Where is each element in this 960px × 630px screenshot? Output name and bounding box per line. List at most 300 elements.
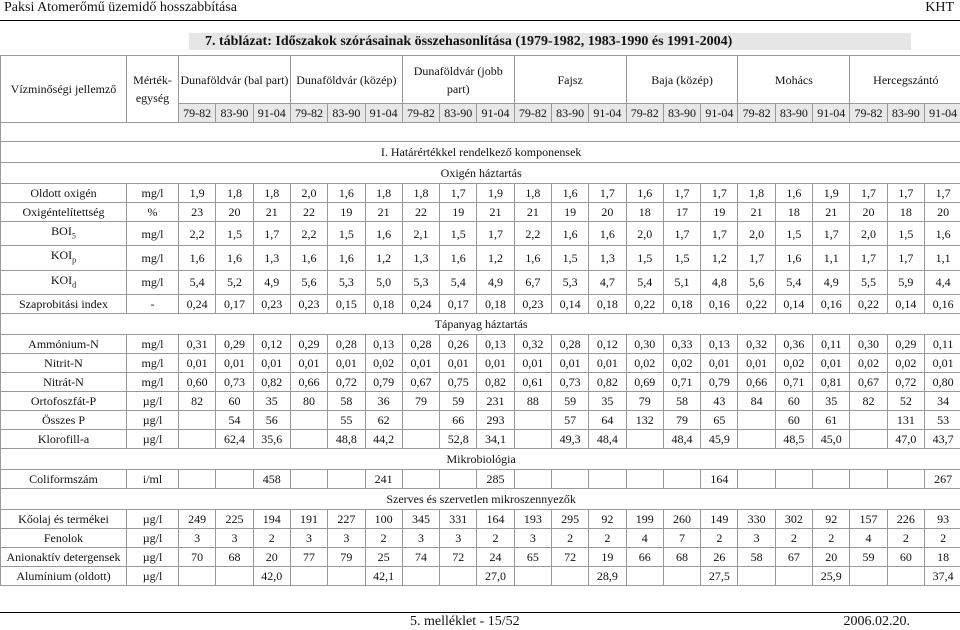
table-cell: 5,4	[179, 270, 216, 294]
table-cell: 60	[887, 548, 924, 567]
table-cell: 19	[440, 203, 477, 222]
table-cell: 18	[626, 203, 663, 222]
row-param: Ortofoszfát-P	[1, 392, 127, 411]
table-cell: 199	[626, 510, 663, 529]
table-cell: 19	[701, 203, 738, 222]
table-cell: 0,14	[551, 295, 588, 314]
table-cell: 18	[775, 203, 812, 222]
table-cell: 5,5	[850, 270, 887, 294]
table-cell: 21	[514, 203, 551, 222]
table-cell	[402, 430, 439, 449]
table-cell: 0,11	[813, 335, 850, 354]
header-org: KHT	[925, 0, 954, 16]
table-cell: 1,7	[850, 246, 887, 270]
table-cell: 1,7	[440, 184, 477, 203]
table-row	[1, 222, 960, 246]
table-cell: 1,6	[775, 184, 812, 203]
table-cell: 0,18	[477, 295, 514, 314]
table-cell: 0,17	[440, 295, 477, 314]
table-row	[1, 270, 960, 294]
table-cell: 72	[551, 548, 588, 567]
table-cell: 164	[477, 510, 514, 529]
table-cell: 4	[626, 529, 663, 548]
period-header: 79-82	[514, 104, 551, 123]
table-cell	[514, 430, 551, 449]
table-cell: 61	[813, 411, 850, 430]
table-cell: 1,6	[514, 246, 551, 270]
group-title: Tápanyag háztartás	[1, 314, 960, 335]
table-cell: 5,6	[738, 270, 775, 294]
table-cell: 132	[626, 411, 663, 430]
table-cell: 0,24	[179, 295, 216, 314]
table-cell: 92	[813, 510, 850, 529]
row-unit: µg/l	[127, 430, 179, 449]
table-cell: 100	[365, 510, 402, 529]
table-cell: 0,01	[216, 354, 253, 373]
table-cell: 0,24	[402, 295, 439, 314]
table-cell: 191	[290, 510, 327, 529]
table-cell: 1,2	[477, 246, 514, 270]
table-cell: 36	[365, 392, 402, 411]
table-cell: 0,02	[663, 354, 700, 373]
table-cell: 19	[589, 548, 626, 567]
table-cell	[216, 470, 253, 489]
table-cell: 1,6	[328, 246, 365, 270]
table-cell: 20	[216, 203, 253, 222]
table-cell: 1,6	[589, 222, 626, 246]
table-cell: 20	[924, 203, 960, 222]
table-cell: 1,3	[589, 246, 626, 270]
page-footer	[0, 612, 960, 630]
table-cell: 1,6	[328, 184, 365, 203]
row-param: Fenolok	[1, 529, 127, 548]
table-cell: 1,5	[328, 222, 365, 246]
table-cell	[663, 470, 700, 489]
section-title: I. Határértékkel rendelkező komponensek	[1, 142, 960, 163]
table-cell: 0,32	[738, 335, 775, 354]
table-cell: 1,9	[477, 184, 514, 203]
table-cell: 1,7	[589, 184, 626, 203]
row-param: Nitrit-N	[1, 354, 127, 373]
table-cell: 226	[887, 510, 924, 529]
table-cell: 4,9	[477, 270, 514, 294]
table-cell: 1,8	[738, 184, 775, 203]
row-unit: µg/l	[127, 411, 179, 430]
table-cell	[738, 567, 775, 586]
table-cell: 1,6	[775, 246, 812, 270]
table-cell: 0,01	[551, 354, 588, 373]
row-param: Összes P	[1, 411, 127, 430]
table-cell	[850, 567, 887, 586]
table-cell: 22	[290, 203, 327, 222]
table-cell: 194	[253, 510, 290, 529]
table-row	[1, 510, 960, 529]
period-header: 91-04	[589, 104, 626, 123]
table-cell: 55	[328, 411, 365, 430]
table-cell: 0,01	[253, 354, 290, 373]
row-unit: mg/l	[127, 222, 179, 246]
table-cell	[775, 470, 812, 489]
table-cell	[626, 430, 663, 449]
table-cell: 74	[402, 548, 439, 567]
table-cell	[179, 411, 216, 430]
table-cell: 1,6	[179, 246, 216, 270]
table-cell: 1,7	[813, 222, 850, 246]
table-cell: 25	[365, 548, 402, 567]
table-cell: 58	[738, 548, 775, 567]
table-cell: 70	[179, 548, 216, 567]
table-cell: 1,7	[663, 184, 700, 203]
table-cell: 0,17	[216, 295, 253, 314]
header-title: Paksi Atomerőmű üzemidő hosszabbítása	[4, 0, 237, 16]
table-cell	[328, 567, 365, 586]
table-cell: 0,79	[701, 373, 738, 392]
table-cell: 2	[813, 529, 850, 548]
table-cell: 331	[440, 510, 477, 529]
period-header: 79-82	[626, 104, 663, 123]
table-cell: 1,3	[253, 246, 290, 270]
table-cell: 0,01	[924, 354, 960, 373]
table-cell: 225	[216, 510, 253, 529]
table-cell: 3	[402, 529, 439, 548]
table-cell: 34	[924, 392, 960, 411]
table-cell	[290, 430, 327, 449]
table-cell: 345	[402, 510, 439, 529]
row-unit: -	[127, 295, 179, 314]
row-param: Oldott oxigén	[1, 184, 127, 203]
table-cell: 330	[738, 510, 775, 529]
table-cell: 4,8	[701, 270, 738, 294]
table-cell: 43,7	[924, 430, 960, 449]
table-cell: 249	[179, 510, 216, 529]
table-cell	[179, 470, 216, 489]
table-cell: 59	[850, 548, 887, 567]
table-cell: 3	[514, 529, 551, 548]
table-cell	[626, 567, 663, 586]
table-cell: 3	[328, 529, 365, 548]
table-cell: 58	[663, 392, 700, 411]
table-cell: 4,9	[253, 270, 290, 294]
table-cell: 0,15	[328, 295, 365, 314]
column-header-unit: Mérték-egység	[127, 56, 179, 123]
row-unit: mg/l	[127, 246, 179, 270]
row-unit: mg/l	[127, 184, 179, 203]
table-cell: 44,2	[365, 430, 402, 449]
table-cell: 84	[738, 392, 775, 411]
table-cell: 1,6	[365, 222, 402, 246]
table-cell: 48,4	[589, 430, 626, 449]
table-cell: 458	[253, 470, 290, 489]
table-cell: 5,3	[402, 270, 439, 294]
table-cell: 0,73	[551, 373, 588, 392]
table-cell: 1,5	[440, 222, 477, 246]
table-cell: 1,5	[775, 222, 812, 246]
table-cell: 1,2	[701, 246, 738, 270]
table-cell: 45,9	[701, 430, 738, 449]
table-cell: 0,71	[775, 373, 812, 392]
table-cell: 24	[477, 548, 514, 567]
table-cell: 1,6	[924, 222, 960, 246]
table-cell: 1,6	[626, 184, 663, 203]
table-cell: 293	[477, 411, 514, 430]
table-cell: 0,01	[290, 354, 327, 373]
table-cell: 295	[551, 510, 588, 529]
table-cell: 1,7	[738, 246, 775, 270]
table-caption: 7. táblázat: Időszakok szórásainak összehasonlítása (1979-1982, 1983-1990 és 1991-2004)	[189, 33, 911, 50]
section-row	[1, 142, 960, 163]
table-cell: 18	[887, 203, 924, 222]
table-cell: 1,6	[290, 246, 327, 270]
table-cell: 0,26	[440, 335, 477, 354]
row-param: Szaprobitási index	[1, 295, 127, 314]
row-param-text: KOI	[51, 248, 72, 262]
table-cell	[626, 470, 663, 489]
table-cell: 285	[477, 470, 514, 489]
table-cell: 17	[663, 203, 700, 222]
table-cell: 1,7	[701, 222, 738, 246]
table-cell: 0,67	[402, 373, 439, 392]
table-cell	[514, 470, 551, 489]
row-unit: mg/l	[127, 354, 179, 373]
table-row	[1, 567, 960, 586]
table-cell: 0,18	[589, 295, 626, 314]
table-cell: 5,2	[216, 270, 253, 294]
period-header: 79-82	[738, 104, 775, 123]
table-cell: 21	[253, 203, 290, 222]
table-cell: 0,13	[365, 335, 402, 354]
table-row	[1, 295, 960, 314]
table-cell: 0,02	[850, 354, 887, 373]
table-cell: 67	[775, 548, 812, 567]
table-cell: 60	[775, 392, 812, 411]
period-header: 91-04	[924, 104, 960, 123]
table-cell: 35	[589, 392, 626, 411]
table-cell	[179, 567, 216, 586]
table-cell: 3	[440, 529, 477, 548]
table-cell: 0,12	[589, 335, 626, 354]
table-cell: 56	[253, 411, 290, 430]
table-row	[1, 470, 960, 489]
table-cell: 0,22	[738, 295, 775, 314]
table-cell: 0,13	[477, 335, 514, 354]
group-row	[1, 163, 960, 184]
row-param: Anionaktív detergensek	[1, 548, 127, 567]
table-cell: 5,3	[551, 270, 588, 294]
table-cell: 4,4	[924, 270, 960, 294]
table-cell: 47,0	[887, 430, 924, 449]
table-cell: 2	[551, 529, 588, 548]
table-row	[1, 373, 960, 392]
table-cell: 58	[328, 392, 365, 411]
station-header: Dunaföldvár (jobb part)	[402, 56, 514, 104]
table-cell: 1,6	[440, 246, 477, 270]
station-header: Baja (közép)	[626, 56, 738, 104]
table-cell: 0,66	[290, 373, 327, 392]
table-cell: 5,4	[440, 270, 477, 294]
table-cell: 0,28	[328, 335, 365, 354]
table-cell	[514, 567, 551, 586]
table-cell: 21	[477, 203, 514, 222]
table-row	[1, 184, 960, 203]
table-cell: 2	[477, 529, 514, 548]
table-cell: 1,7	[253, 222, 290, 246]
table-cell: 0,14	[887, 295, 924, 314]
table-cell: 26	[701, 548, 738, 567]
table-cell: 77	[290, 548, 327, 567]
period-header: 91-04	[253, 104, 290, 123]
table-cell: 0,23	[514, 295, 551, 314]
table-cell: 0,79	[365, 373, 402, 392]
table-cell: 0,29	[887, 335, 924, 354]
table-cell: 1,7	[924, 184, 960, 203]
table-cell: 0,75	[440, 373, 477, 392]
row-unit: µg/l	[127, 392, 179, 411]
period-header: 83-90	[328, 104, 365, 123]
table-cell: 20	[850, 203, 887, 222]
table-cell: 59	[551, 392, 588, 411]
table-cell: 0,22	[850, 295, 887, 314]
station-header: Dunaföldvár (közép)	[290, 56, 402, 104]
table-cell: 28,9	[589, 567, 626, 586]
table-cell: 0,01	[589, 354, 626, 373]
period-header: 79-82	[850, 104, 887, 123]
table-cell: 0,29	[290, 335, 327, 354]
group-title: Szerves és szervetlen mikroszennyezők	[1, 489, 960, 510]
period-header: 79-82	[179, 104, 216, 123]
row-param-text: BOI	[51, 224, 72, 238]
table-cell: 1,5	[887, 222, 924, 246]
table-cell: 157	[850, 510, 887, 529]
table-cell	[738, 470, 775, 489]
table-cell	[738, 411, 775, 430]
table-cell: 1,7	[887, 246, 924, 270]
table-row	[1, 411, 960, 430]
period-header: 83-90	[663, 104, 700, 123]
table-cell: 2	[775, 529, 812, 548]
table-row	[1, 246, 960, 270]
table-cell: 0,16	[701, 295, 738, 314]
table-cell: 79	[328, 548, 365, 567]
table-cell: 21	[738, 203, 775, 222]
table-cell: 43	[701, 392, 738, 411]
table-cell: 0,23	[253, 295, 290, 314]
table-cell: 0,01	[701, 354, 738, 373]
table-cell: 5,6	[290, 270, 327, 294]
table-cell: 4	[850, 529, 887, 548]
table-cell: 37,4	[924, 567, 960, 586]
row-param	[1, 270, 127, 294]
table-cell: 72	[440, 548, 477, 567]
group-row	[1, 449, 960, 470]
table-cell: 2,2	[290, 222, 327, 246]
table-cell: 52,8	[440, 430, 477, 449]
table-cell: 131	[887, 411, 924, 430]
table-cell: 2	[589, 529, 626, 548]
row-param	[1, 246, 127, 270]
table-cell: 2,2	[179, 222, 216, 246]
table-cell: 2,2	[514, 222, 551, 246]
row-param: Oxigéntelítettség	[1, 203, 127, 222]
table-body	[1, 123, 960, 586]
table-cell	[663, 567, 700, 586]
row-unit: mg/l	[127, 270, 179, 294]
table-cell: 0,01	[813, 354, 850, 373]
table-cell	[850, 470, 887, 489]
table-cell: 1,1	[813, 246, 850, 270]
table-cell: 0,18	[365, 295, 402, 314]
table-cell: 0,67	[850, 373, 887, 392]
table-cell: 227	[328, 510, 365, 529]
table-cell: 52	[887, 392, 924, 411]
group-title: Mikrobiológia	[1, 449, 960, 470]
table-cell: 22	[402, 203, 439, 222]
table-cell: 66	[440, 411, 477, 430]
table-cell: 2,0	[850, 222, 887, 246]
table-cell: 3	[738, 529, 775, 548]
table-cell: 0,80	[924, 373, 960, 392]
group-title: Oxigén háztartás	[1, 163, 960, 184]
table-cell	[402, 411, 439, 430]
row-param-subscript: d	[72, 280, 76, 289]
table-cell: 27,5	[701, 567, 738, 586]
table-cell: 82	[179, 392, 216, 411]
period-header: 91-04	[701, 104, 738, 123]
period-header: 83-90	[216, 104, 253, 123]
table-cell: 0,01	[738, 354, 775, 373]
table-cell: 4,9	[813, 270, 850, 294]
table-cell: 0,23	[290, 295, 327, 314]
table-cell: 5,9	[887, 270, 924, 294]
table-cell: 1,6	[216, 246, 253, 270]
table-cell	[813, 470, 850, 489]
table-cell: 53	[924, 411, 960, 430]
table-cell: 45,0	[813, 430, 850, 449]
table-row	[1, 335, 960, 354]
column-header-param: Vízminőségi jellemző	[1, 56, 127, 123]
period-header: 83-90	[551, 104, 588, 123]
table-cell	[589, 470, 626, 489]
table-cell: 62,4	[216, 430, 253, 449]
footer-page: 5. melléklet - 15/52	[410, 614, 520, 630]
table-cell: 88	[514, 392, 551, 411]
table-cell: 0,02	[887, 354, 924, 373]
table-cell: 0,60	[179, 373, 216, 392]
table-cell: 0,02	[365, 354, 402, 373]
table-cell: 20	[813, 548, 850, 567]
table-cell: 57	[551, 411, 588, 430]
table-cell: 7	[663, 529, 700, 548]
row-param: Kőolaj és termékei	[1, 510, 127, 529]
table-cell: 0,12	[253, 335, 290, 354]
table-cell: 1,9	[813, 184, 850, 203]
table-cell: 6,7	[514, 270, 551, 294]
table-cell: 0,33	[663, 335, 700, 354]
table-cell: 68	[663, 548, 700, 567]
table-cell: 1,9	[179, 184, 216, 203]
table-cell: 0,16	[813, 295, 850, 314]
table-cell: 18	[924, 548, 960, 567]
table-cell: 3	[216, 529, 253, 548]
table-cell: 35,6	[253, 430, 290, 449]
table-cell: 1,5	[216, 222, 253, 246]
station-header: Dunaföldvár (bal part)	[179, 56, 291, 104]
table-cell: 2,1	[402, 222, 439, 246]
table-cell: 0,01	[440, 354, 477, 373]
table-cell: 2	[253, 529, 290, 548]
table-cell: 1,3	[402, 246, 439, 270]
table-cell: 0,81	[813, 373, 850, 392]
table-cell: 0,22	[626, 295, 663, 314]
